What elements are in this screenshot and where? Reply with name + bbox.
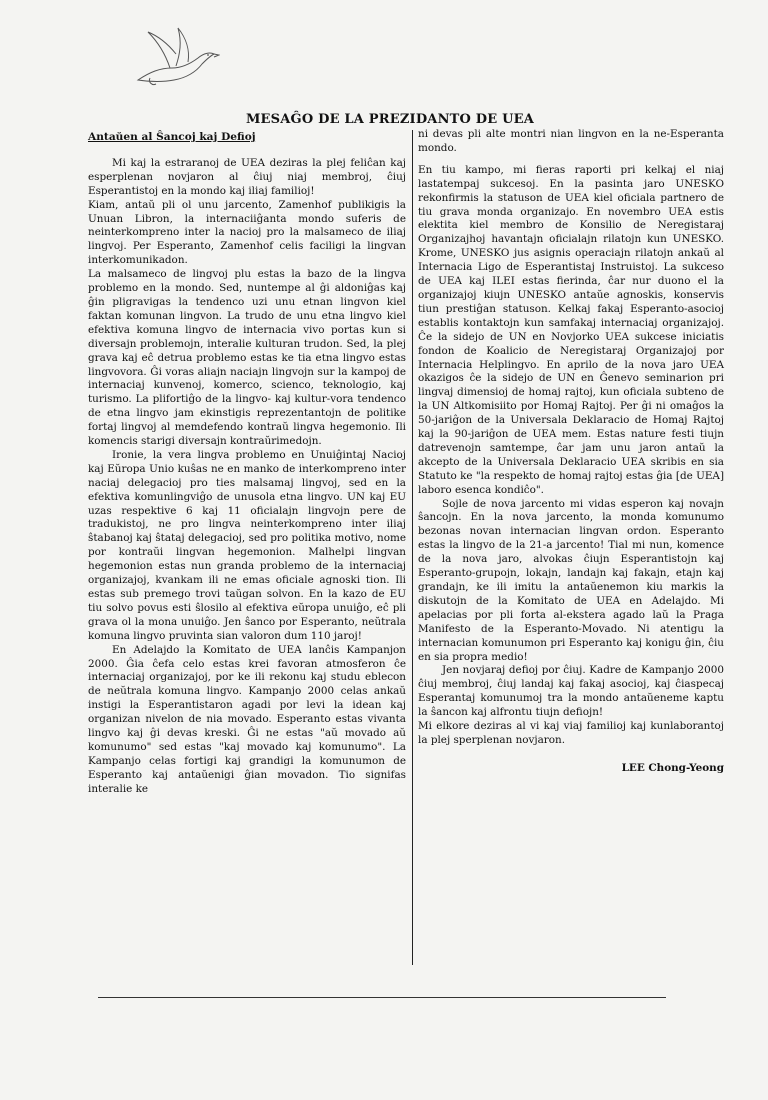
paragraph: Ironie, la vera lingva problemo en Unuiĝintaj Nacioj kaj Eŭropa Unio kuŝas ne en manko de interkompreno inter naciaj delegacioj pro ties malsamaj lingvoj, sed en la efektiva komunlingviĝo de unusola etna lingvo. UN kaj EU uzas respektive 6 kaj 11 oficialajn lingvojn pere de tradukistoj, ne pro lingva neinterkompreno inter iliaj ŝtabanoj kaj ŝtataj delegacioj, sed pro politika motivo, nome por kontraŭi lingvan hegemonion. Malhelpi lingvan hegemonion estas nun granda problemo de la internaciaj organizajoj, kvankam ili ne emas oficiale agnoski tion. Ili estas sub premego trovi taŭgan solvon. En la kazo de EU tiu solvo povus esti ŝlosilo al efektiva eŭropa unuiĝo, eĉ pli grava ol la mona unuiĝo. Jen ŝanco por Esperanto, neŭtrala komuna lingvo pruvinta sian valoron dum 110 jaroj! [88, 448, 406, 642]
paragraph: ni devas pli alte montri nian lingvon en la ne-Esperanta mondo. [418, 128, 724, 154]
paragraph: En tiu kampo, mi fieras raporti pri kelkaj el niaj lastatempaj sukcesoj. En la pasinta jaro UNESKO rekonfirmis la statuson de UEA kiel oficiala partnero de tiu grava monda organizajo. En novembro UEA estis elektita kiel membro de Konsilio de Neregistaraj Organizajhoj havantajn oficialajn rilatojn kun UNESKO. Krome, UNESKO jus asignis operaciajn rilatojn ankaŭ al Internacia Ligo de Esperantistaj Instruistoj. La sukceso de UEA kaj ILEI estas fierinda, ĉar nur duono el la organizajoj kiujn UNESKO antaŭe agnoskis, konservis tiun prestiĝan statuson. Kelkaj fakaj Esperanto-asocioj establis kontaktojn kun samfakaj internaciaj organizajoj. Ĉe la sidejo de UN en Novjorko UEA sukcese iniciatis fondon de Koalicio de Neregistaraj Organizajoj por Internacia Helplingvo. En aprilo de la nova jaro UEA okazigos ĉe la sidejo de UN en Ĝenevo seminarion pri lingvaj dimensioj de homaj rajtoj, kun oficiala subteno de la UN Altkomisiito por Homaj Rajtoj. Per ĝi ni omaĝos la 50-jariĝon de la Universala Deklaracio de Homaj Rajtoj kaj la 90-jariĝon de UEA mem. Estas nature festi tiujn datrevenojn samtempe, ĉar jam unu jaron antaŭ la akcepto de la Universala Deklaracio UEA skribis en sia Statuto ke "la respekto de homaj rajtoj estas ĝia [de UEA] laboro esenca kondiĉo". [418, 163, 724, 496]
paragraph: Kiam, antaŭ pli ol unu jarcento, Zamenhof publikigis la Unuan Libron, la internaciiĝanta mondo suferis de neinterkompreno inter la nacioj pro la malsameco de iliaj lingvoj. Per Esperanto, Zamenhof celis faciligi la lingvan interkomunikadon. [88, 198, 406, 267]
dove-icon [130, 22, 220, 92]
bottom-rule [98, 997, 666, 998]
paragraph: En Adelajdo la Komitato de UEA lanĉis Kampanjon 2000. Ĝia ĉefa celo estas krei favoran atmosferon ĉe internaciaj organizajoj, por ke ili rekonu kaj studu eblecon de neŭtrala komuna lingvo. Kampanjo 2000 celas ankaŭ instigi la Esperantistaron agadi por levi la idean kaj organizan nivelon de nia movado. Esperanto estas vivanta lingvo kaj ĝi devas kreski. Ĝi ne estas "aŭ movado aŭ komunumo" sed estas "kaj movado kaj komunumo". La Kampanjo celas fortigi kaj grandigi la komunumon de Esperanto kaj antaŭenigi ĝian movadon. Tio signifas interalie ke [88, 643, 406, 795]
subheading: Antaŭen al Ŝancoj kaj Defioj [88, 131, 256, 143]
left-column [88, 131, 406, 797]
paragraph: Sojle de nova jarcento mi vidas esperon kaj novajn ŝancojn. En la nova jarcento, la monda komunumo bezonas novan internacian lingvan ordon. Esperanto estas la lingvo de la 21-a jarcento! Tial mi nun, komence de la nova jaro, alvokas ĉiujn Esperantistojn kaj Esperanto-grupojn, lokajn, landajn kaj fakajn, etajn kaj grandajn, ke ili imitu la antaŭenemon kiu markis la diskutojn de la Komitato de UEA en Adelajdo. Mi apelacias por pli forta al-ekstera agado laŭ la Praga Manifesto de la Esperanto-Movado. Ni atentigu la internacian komunumon pri Esperanto kaj konigu ĝin, ĉiu en sia propra medio! [418, 497, 724, 663]
signature: LEE Chong-Yeong [621, 761, 724, 774]
right-column [418, 128, 724, 776]
paragraph: Mi kaj la estraranoj de UEA deziras la plej feliĉan kaj esperplenan novjaron al ĉiuj niaj membroj, ĉiuj Esperantistoj en la mondo kaj iliaj familioj! [88, 156, 406, 197]
paragraph: Jen novjaraj defioj por ĉiuj. Kadre de Kampanjo 2000 ĉiuj membroj, ĉiuj landaj kaj fakaj asocioj, kaj ĉiaspecaj Esperantaj komunumoj tra la mondo antaŭeneme kaptu la ŝancon kaj alfrontu tiujn defiojn! [418, 664, 724, 719]
paragraph: La malsameco de lingvoj plu estas la bazo de la lingva problemo en la mondo. Sed, nuntempe al ĝi aldoniĝas kaj ĝin pligravigas la tendenco uzi unu etnan lingvon kiel faktan komunan lingvon. La trudo de unu etna lingvo kiel efektiva komuna lingvo de internacia vivo portas kun si diversajn problemojn, interalie kulturan trudon. Sed, la plej grava kaj eĉ detrua problemo estas ke tia etna lingvo estas lingvovora. Ĝi voras aliajn naciajn lingvojn sur la kampoj de internaciaj kunvenoj, komerco, scienco, teknologio, kaj turismo. La plifortiĝo de la lingvo- kaj kultur-vora tendenco de etna lingvo jam ekinstigis reprezentantojn de politike fortaj lingvoj al memdefendo kontraŭ lingva hegemonio. Ili komencis starigi diversajn kontraŭrimedojn. [88, 268, 406, 448]
column-divider [412, 130, 413, 965]
page-title: MESAĜO DE LA PREZIDANTO DE UEA [245, 112, 535, 127]
paragraph: Mi elkore deziras al vi kaj viaj familioj kaj kunlaborantoj la plej sperplenan novjaron. [418, 720, 724, 746]
